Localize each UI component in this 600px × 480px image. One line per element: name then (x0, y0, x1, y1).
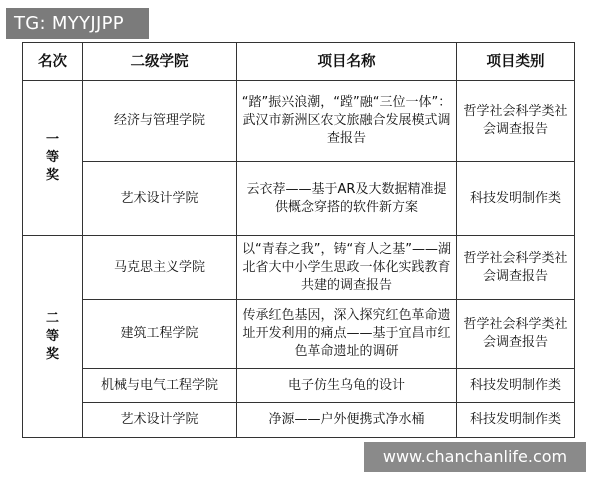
project-cell: “踏”振兴浪潮，“蹚”融“三位一体”：武汉市新洲区农文旅融合发展模式调查报告 (237, 81, 457, 162)
project-cell: 净源——户外便携式净水桶 (237, 403, 457, 438)
channel-tag: TG: MYYJJPP (6, 8, 149, 39)
project-cell: 电子仿生乌龟的设计 (237, 369, 457, 403)
header-college: 二级学院 (83, 43, 237, 81)
table-row (23, 403, 575, 438)
table-row (23, 300, 575, 369)
rank-first-prize (23, 81, 83, 236)
college-cell: 机械与电气工程学院 (83, 369, 237, 403)
category-cell: 哲学社会科学类社会调查报告 (457, 300, 575, 369)
rank-char: 二 (45, 310, 59, 326)
category-cell: 科技发明制作类 (457, 162, 575, 236)
table-row (23, 162, 575, 236)
category-cell: 哲学社会科学类社会调查报告 (457, 81, 575, 162)
header-rank: 名次 (23, 43, 83, 81)
rank-second-prize (23, 236, 83, 438)
category-cell: 科技发明制作类 (457, 403, 575, 438)
project-cell: 传承红色基因，深入探究红色革命遗址开发利用的痛点——基于宜昌市红色革命遗址的调研 (237, 300, 457, 369)
rank-char: 奖 (45, 346, 59, 362)
awards-table (22, 42, 575, 438)
site-watermark: www.chanchanlife.com (364, 442, 586, 472)
rank-char: 等 (45, 328, 59, 344)
header-row (23, 43, 575, 81)
category-cell: 科技发明制作类 (457, 369, 575, 403)
project-cell: 云衣荐——基于AR及大数据精准提供概念穿搭的软件新方案 (237, 162, 457, 236)
rank-char: 等 (45, 150, 59, 165)
table-row (23, 81, 575, 162)
college-cell: 经济与管理学院 (83, 81, 237, 162)
college-cell: 艺术设计学院 (83, 403, 237, 438)
college-cell: 建筑工程学院 (83, 300, 237, 369)
table-row (23, 236, 575, 300)
project-cell: 以“青春之我”，铸“育人之基”——湖北省大中小学生思政一体化实践教育共建的调查报告 (237, 236, 457, 300)
rank-char: 一 (45, 132, 59, 147)
category-cell: 哲学社会科学类社会调查报告 (457, 236, 575, 300)
header-project: 项目名称 (237, 43, 457, 81)
college-cell: 马克思主义学院 (83, 236, 237, 300)
header-category: 项目类别 (457, 43, 575, 81)
table-row (23, 369, 575, 403)
college-cell: 艺术设计学院 (83, 162, 237, 236)
rank-char: 奖 (45, 168, 59, 183)
